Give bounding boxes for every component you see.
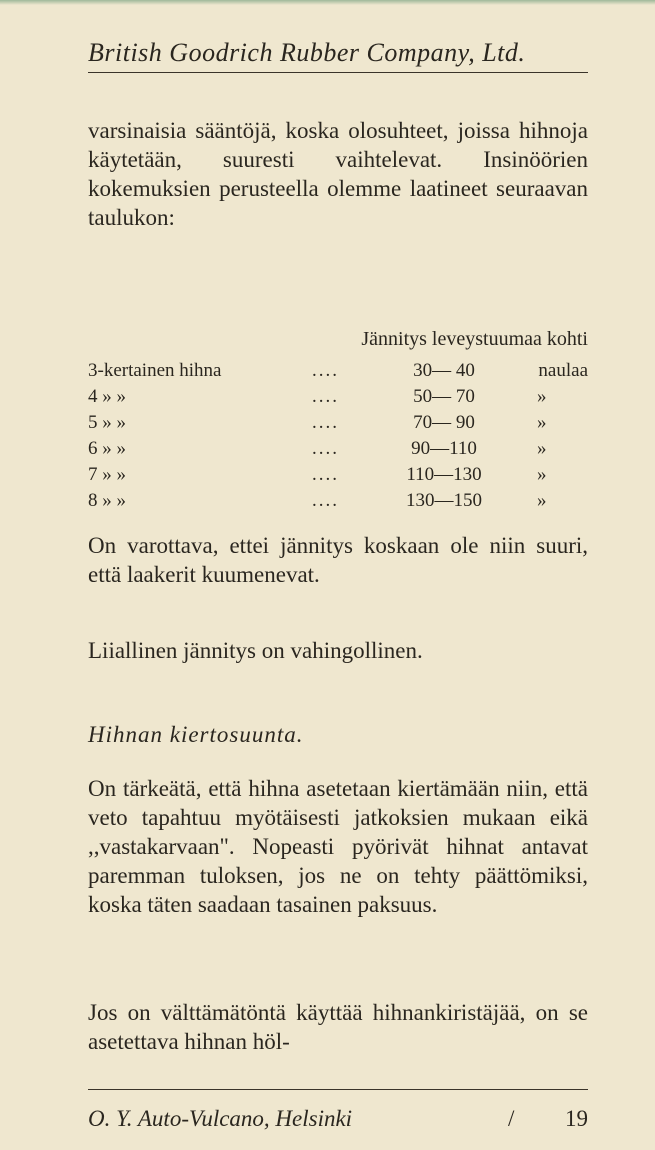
section-subheading: Hihnan kiertosuunta.: [88, 722, 304, 747]
intro-paragraph: varsinaisia sääntöjä, koska olosuhteet, joissa hihnoja käytetään, suuresti vaihtelevat. Insinöörien kokemuksien perusteella olemme laatineet seuraavan taulukon:: [88, 118, 588, 230]
row-range: 30— 40: [413, 360, 475, 381]
warning-paragraph: On varottava, ettei jännitys koskaan ole niin suuri, että laakerit kuumenevat.: [88, 533, 588, 587]
row-label: 5 » »: [88, 412, 126, 433]
row-unit: »: [537, 464, 547, 485]
row-range: 110—130: [406, 464, 482, 485]
direction-paragraph: On tärkeätä, että hihna asetetaan kiertämään niin, että veto tapahtuu myötäisesti jatkoksien mukaan eikä ,,vastakarvaan". Nopeasti pyörivät hihnat antavat paremman tuloksen, jos ne on tehty päättömiksi, koska täten saadaan tasainen paksuus.: [88, 776, 588, 917]
row-dots: ....: [312, 490, 339, 511]
row-unit: »: [537, 490, 547, 511]
row-range: 70— 90: [413, 412, 475, 433]
row-dots: ....: [312, 464, 339, 485]
row-range: 90—110: [411, 438, 477, 459]
row-unit: »: [537, 412, 547, 433]
table-row: [88, 490, 588, 514]
running-header: British Goodrich Rubber Company, Ltd.: [88, 38, 588, 73]
page-footer: [88, 1089, 588, 1131]
row-unit: »: [537, 438, 547, 459]
row-label: 6 » »: [88, 438, 126, 459]
row-label: 4 » »: [88, 386, 126, 407]
book-page: [88, 38, 588, 1131]
table-caption: Jännitys leveystuumaa kohti: [361, 328, 588, 350]
row-label: 8 » »: [88, 490, 126, 511]
excess-tension-paragraph: Liiallinen jännitys on vahingollinen.: [88, 638, 423, 663]
table-row: [88, 464, 588, 488]
row-dots: ....: [312, 412, 339, 433]
table-row: [88, 438, 588, 462]
footer-publisher: O. Y. Auto-Vulcano, Helsinki: [88, 1106, 353, 1131]
row-dots: ....: [312, 386, 339, 407]
row-label: 7 » »: [88, 464, 126, 485]
table-row: [88, 386, 588, 410]
tensioner-paragraph: Jos on välttämätöntä käyttää hihnankiristäjää, on se asetettava hihnan höl-: [88, 1000, 588, 1054]
row-unit: »: [537, 386, 547, 407]
row-label: 3-kertainen hihna: [88, 360, 222, 381]
row-range: 130—150: [406, 490, 482, 511]
row-unit: naulaa: [538, 360, 588, 381]
row-dots: ....: [312, 360, 339, 381]
table-row: [88, 360, 588, 384]
row-dots: ....: [312, 438, 339, 459]
page-top-edge: [0, 0, 655, 5]
table-row: [88, 412, 588, 436]
row-range: 50— 70: [413, 386, 475, 407]
page-number: 19: [565, 1106, 588, 1131]
footer-separator: /: [508, 1106, 515, 1131]
